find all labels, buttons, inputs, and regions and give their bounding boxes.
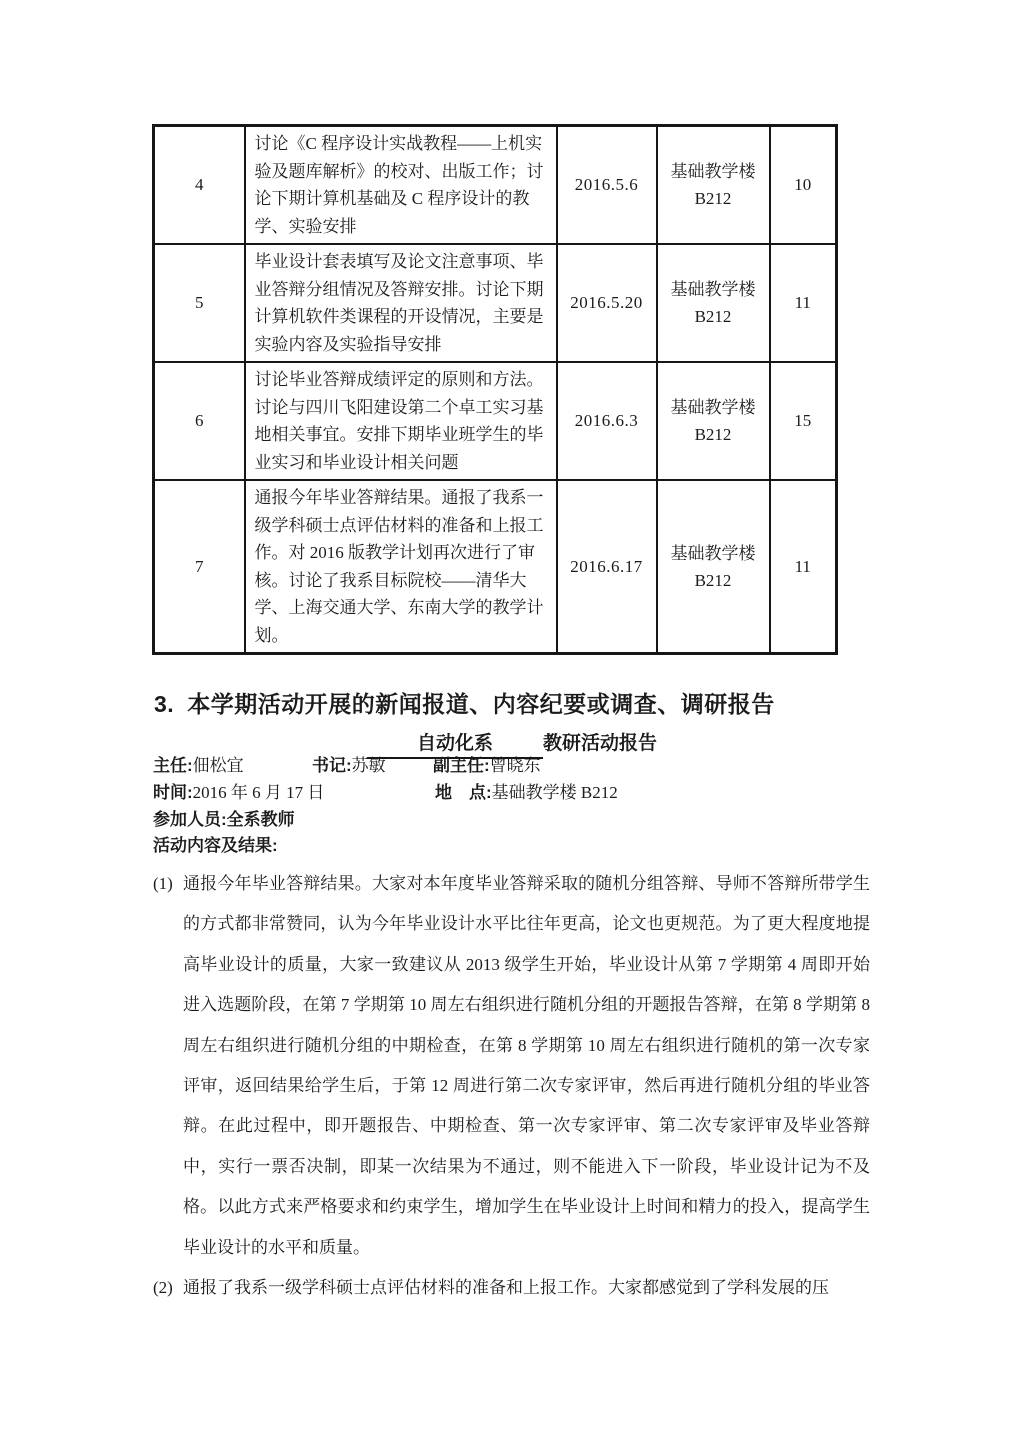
section-heading: [154, 686, 775, 719]
date-cell: 2016.5.20: [557, 244, 657, 362]
attendance-count-cell: 11: [770, 244, 837, 362]
field-participants: [153, 807, 295, 834]
activity-desc-cell: 通报今年毕业答辩结果。通报了我系一级学科硕士点评估材料的准备和上报工作。对 2016 版教学计划再次进行了审核。讨论了我系目标院校——清华大学、上海交通大学、东南大学的教学计划。: [245, 480, 557, 654]
time-value: 2016 年 6 月 17 日: [192, 782, 325, 802]
participants-value: 全系教师: [226, 809, 295, 829]
row-number-cell: 6: [154, 362, 245, 480]
row-number-cell: 4: [154, 126, 245, 245]
paragraph-text: 通报了我系一级学科硕士点评估材料的准备和上报工作。大家都感觉到了学科发展的压: [183, 1278, 829, 1298]
place-label: 地 点:: [435, 782, 492, 802]
report-type-label: 教研活动报告: [542, 733, 657, 754]
deputy-director-value: 曾晓东: [489, 756, 541, 775]
deputy-director-label: 副主任:: [433, 756, 490, 775]
date-cell: 2016.6.3: [557, 362, 657, 480]
secretary-value: 苏敏: [351, 756, 386, 775]
row-number-cell: 7: [154, 480, 245, 654]
date-cell: 2016.5.6: [557, 126, 657, 245]
field-place: [435, 780, 618, 807]
location-cell: [657, 244, 770, 362]
location-building: 基础教学楼: [670, 162, 756, 181]
attendance-count-cell: 11: [770, 480, 837, 654]
report-fields: [153, 753, 872, 860]
date-cell: 2016.6.17: [557, 480, 657, 654]
place-value: 基础教学楼 B212: [491, 782, 618, 802]
table-row: [154, 362, 837, 480]
section-title: 本学期活动开展的新闻报道、内容纪要或调查、调研报告: [187, 691, 775, 717]
attendance-count-cell: 10: [770, 126, 837, 245]
activity-results-list: [153, 864, 870, 1308]
field-content-heading: [153, 833, 278, 860]
location-cell: [657, 480, 770, 654]
attendance-count-cell: 15: [770, 362, 837, 480]
location-room: B212: [694, 189, 732, 208]
paragraph-marker: (2): [153, 1278, 173, 1298]
location-cell: [657, 126, 770, 245]
content-results-label: 活动内容及结果:: [153, 836, 278, 856]
row-number-cell: 5: [154, 244, 245, 362]
field-secretary: [312, 753, 386, 780]
location-building: 基础教学楼: [670, 398, 756, 417]
time-label: 时间:: [153, 782, 193, 802]
field-row-participants: [153, 807, 872, 834]
field-director: [153, 753, 244, 780]
location-building: 基础教学楼: [670, 543, 756, 563]
director-value: 佃松宜: [192, 756, 244, 775]
location-cell: [657, 362, 770, 480]
paragraph-item: [153, 864, 870, 1268]
activity-desc-cell: 讨论《C 程序设计实战教程——上机实验及题库解析》的校对、出版工作；讨论下期计算机基础及 C 程序设计的教学、实验安排: [245, 126, 557, 245]
table-row: [154, 244, 837, 362]
field-deputy-director: [433, 753, 541, 780]
section-number: 3.: [154, 691, 175, 717]
paragraph-marker: (1): [153, 874, 173, 893]
activity-desc-cell: 毕业设计套表填写及论文注意事项、毕业答辩分组情况及答辩安排。讨论下期计算机软件类课程的开设情况，主要是实验内容及实验指导安排: [245, 244, 557, 362]
field-time: [153, 780, 324, 807]
paragraph-item: [153, 1268, 870, 1308]
table-row: [154, 480, 837, 654]
location-building: 基础教学楼: [670, 280, 756, 299]
field-row-content-heading: [153, 833, 872, 860]
activity-desc-cell: 讨论毕业答辩成绩评定的原则和方法。讨论与四川飞阳建设第二个卓工实习基地相关事宜。安排下期毕业班学生的毕业实习和毕业设计相关问题: [245, 362, 557, 480]
location-room: B212: [694, 307, 732, 326]
location-room: B212: [694, 570, 732, 590]
activity-log-table: [152, 124, 838, 655]
paragraph-text: 通报今年毕业答辩结果。大家对本年度毕业答辩采取的随机分组答辩、导师不答辩所带学生的方式都非常赞同，认为今年毕业设计水平比往年更高，论文也更规范。为了更大程度地提高毕业设计的质量，大家一致建议从 2013 级学生开始，毕业设计从第 7 学期第 4 周即开始进入选题阶段，在第 7 学期第 10 周左右组织进行随机分组的开题报告答辩，在第 8 学期第 8 周左右组织进行随机分组的中期检查，在第 8 学期第 10 周左右组织进行随机的第一次专家评审，返回结果给学生后，于第 12 周进行第二次专家评审，然后再进行随机分组的毕业答辩。在此过程中，即开题报告、中期检查、第一次专家评审、第二次专家评审及毕业答辩中，实行一票否决制，即某一次结果为不通过，则不能进入下一阶段，毕业设计记为不及格。以此方式来严格要求和约束学生，增加学生在毕业设计上时间和精力的投入，提高学生毕业设计的水平和质量。: [183, 874, 870, 1257]
director-label: 主任:: [153, 756, 193, 775]
field-row-time-place: [153, 780, 872, 807]
participants-label: 参加人员:: [153, 809, 227, 829]
location-room: B212: [694, 425, 732, 444]
department-name-underlined: 自动化系: [367, 728, 543, 759]
secretary-label: 书记:: [312, 756, 352, 775]
table-row: [154, 126, 837, 245]
field-row-leaders: [153, 753, 872, 780]
